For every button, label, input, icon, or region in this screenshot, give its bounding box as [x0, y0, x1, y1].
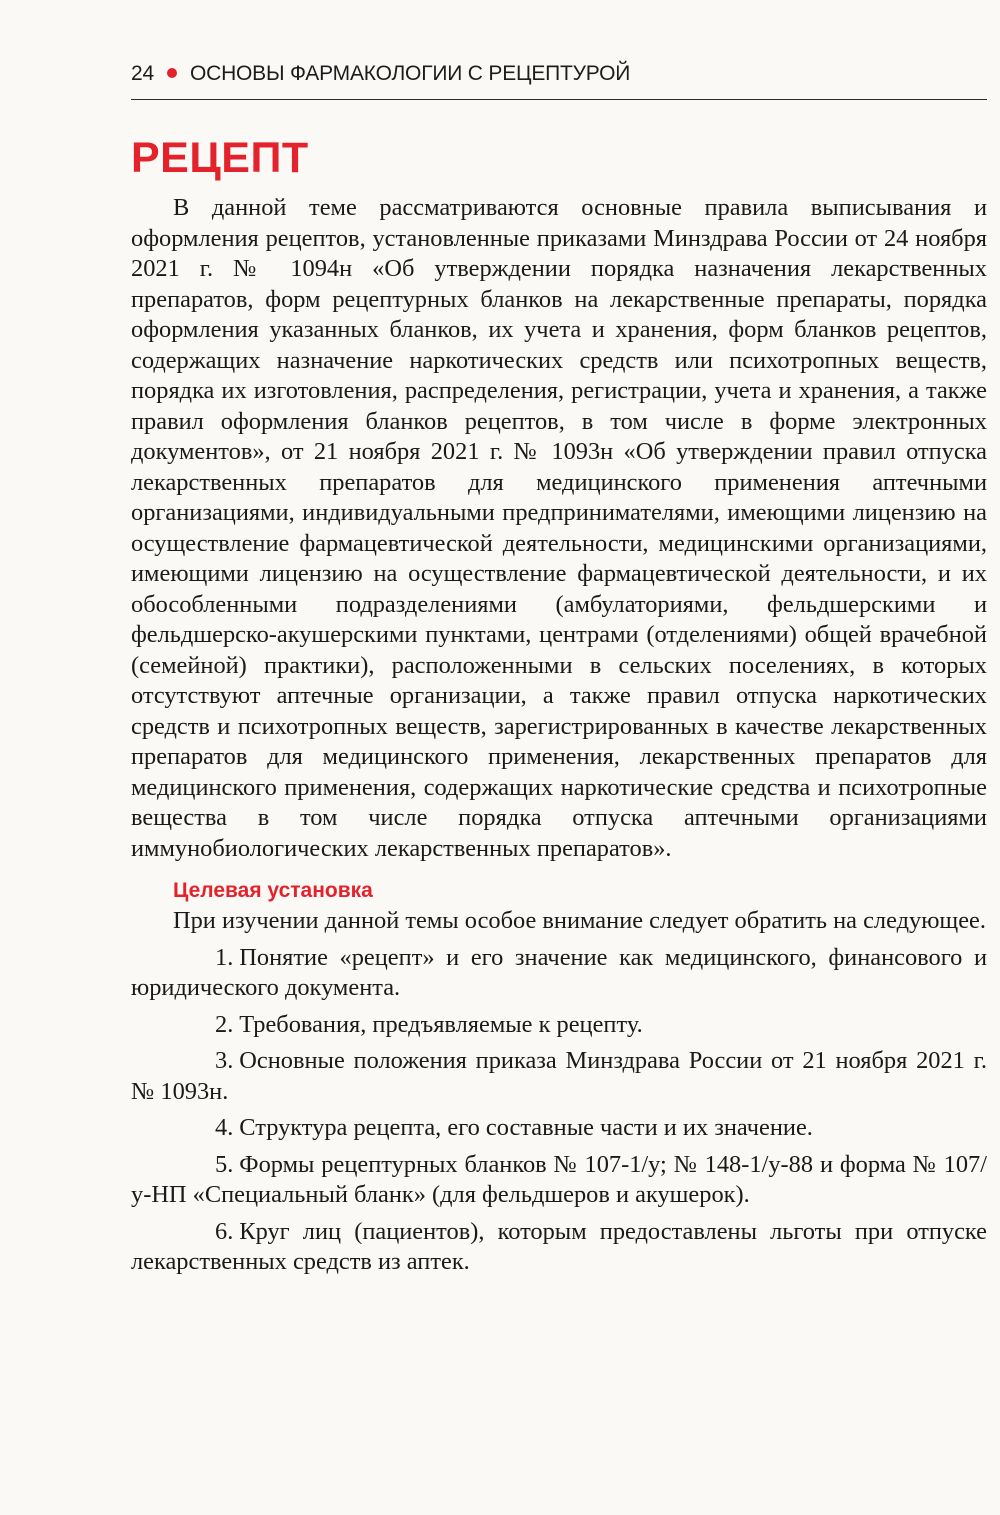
- running-head: [131, 62, 987, 96]
- section-lead: При изучении данной темы особое внимание следует обратить на следующее.: [173, 907, 986, 934]
- page-body: [131, 193, 987, 1278]
- list-item-number: 6.: [215, 1217, 234, 1245]
- book-title: ОСНОВЫ ФАРМАКОЛОГИИ С РЕЦЕПТУРОЙ: [189, 62, 631, 85]
- list-item-text: Структура рецепта, его составные части и их значение.: [239, 1114, 813, 1141]
- header-rule: [131, 99, 987, 100]
- list-item-text: Основные положения приказа Минздрава России от 21 ноября 2021 г. № 1093н.: [131, 1047, 987, 1105]
- list-item-text: Круг лиц (пациентов), которым предоставлены льготы при отпуске лекарственных средств из аптек.: [131, 1217, 987, 1275]
- list-item: [131, 943, 987, 1004]
- list-item: [131, 1113, 987, 1144]
- list-item-text: Понятие «рецепт» и его значение как медицинского, финансового и юридического документа.: [131, 943, 987, 1001]
- list-item: [131, 1217, 987, 1278]
- list-item-number: 2.: [215, 1010, 234, 1038]
- chapter-title: РЕЦЕПТ: [131, 134, 309, 182]
- list-item-number: 3.: [215, 1047, 234, 1074]
- list-item-number: 5.: [215, 1150, 234, 1178]
- list-item-number: 1.: [215, 943, 234, 971]
- list-item-text: Требования, предъявляемые к рецепту.: [239, 1010, 643, 1038]
- list-item-text: Формы рецептурных бланков № 107-1/у; № 148-1/у-88 и форма № 107/у-НП «Специальный бланк» (для фельдшеров и акушерок).: [131, 1150, 987, 1208]
- section-heading: Целевая установка: [173, 879, 373, 902]
- intro-paragraph: В данной теме рассматриваются основные правила выписывания и оформления рецептов, установленные приказами Минздрава России от 24 ноября 2021 г. № 1094н «Об утверждении порядка назначения лекарственных препаратов, форм рецептурных бланков на лекарственные препараты, порядка оформления указанных бланков, их учета и хранения, форм бланков рецептов, содержащих назначение наркотических средств или психотропных веществ, порядка их изготовления, распределения, регистрации, учета и хранения, а также правил оформления бланков рецептов, в том числе в форме электронных документов», от 21 ноября 2021 г. № 1093н «Об утверждении правил отпуска лекарственных препаратов для медицинского применения аптечными организациями, индивидуальными предпринимателями, имеющими лицензию на осуществление фармацевтической деятельности, медицинскими организациями, имеющими лицензию на осуществление фармацевтической деятельности, и их обособленными подразделениями (амбулаториями, фельдшерскими и фельдшерско-акушерскими пунктами, центрами (отделениями) общей врачебной (семейной) практики), расположенными в сельских поселениях, в которых отсутствуют аптечные организации, а также правил отпуска наркотических средств и психотропных веществ, зарегистрированных в качестве лекарственных препаратов для медицинского применения, лекарственных препаратов для медицинского применения, содержащих наркотические средства и психотропные вещества в том числе порядка отпуска аптечными организациями иммунобиологических лекарственных препаратов».: [131, 194, 987, 862]
- red-bullet-icon: [167, 68, 177, 78]
- list-item: [131, 1046, 987, 1107]
- page-number: 24: [131, 62, 154, 85]
- list-item: [131, 1010, 987, 1041]
- list-item: [131, 1150, 987, 1211]
- list-item-number: 4.: [215, 1114, 234, 1141]
